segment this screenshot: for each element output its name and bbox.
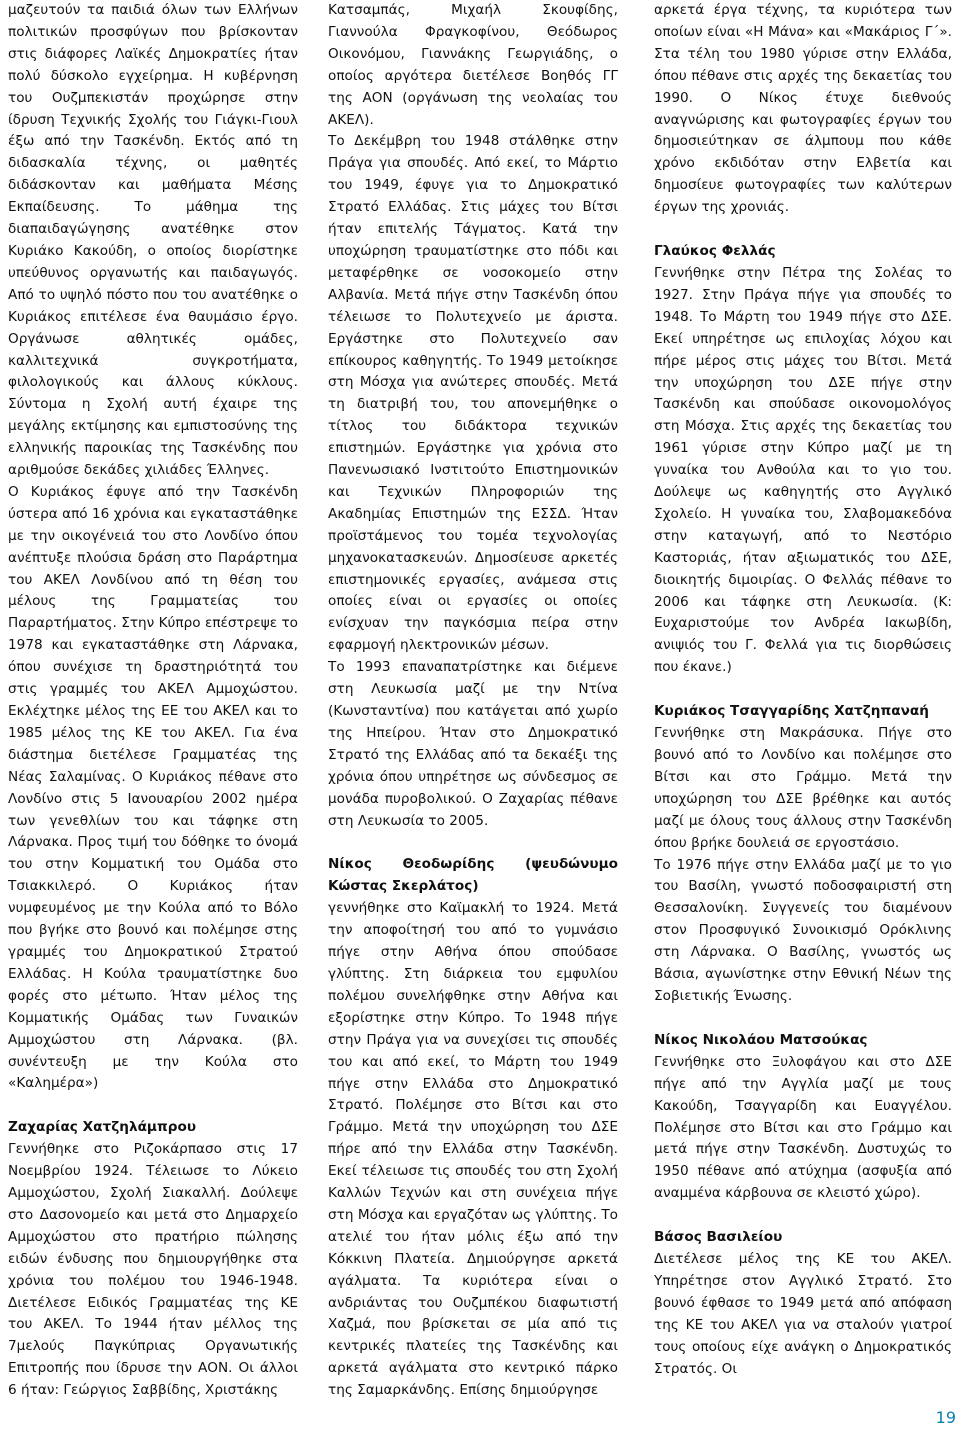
section-heading: Νίκος Θεοδωρίδης (ψευδώνυμο Κώστας Σκερλάτος) [328,856,618,895]
paragraph: Γεννήθηκε στη Μακράσυκα. Πήγε στο βουνό από το Λονδίνο και πολέμησε στο Βίτσι και στο Γράμμο. Μετά την υποχώρηση του ΔΣΕ βρέθηκε και αυτός μαζί με όλους τους άλλους στην Τασκένδη όπου βρήκε δουλειά σε εργοστάσιο. [654,725,952,851]
spacer [8,1095,298,1117]
paragraph: Κατσαμπάς, Μιχαήλ Σκουφίδης, Γιαννούλα Φραγκοφίνου, Θεόδωρος Οικονόμου, Γιαννάκης Γεωργιάδης, ο οποίος αργότερα διετέλεσε Βοηθός ΓΓ της ΑΟΝ (οργάνωση της νεολαίας του ΑΚΕΛ). [328,2,618,128]
section-heading: Νίκος Νικολάου Ματσούκας [654,1031,868,1048]
spacer [654,1205,952,1227]
spacer [654,679,952,701]
paragraph: Γεννήθηκε στο Ξυλοφάγου και στο ΔΣΕ πήγε από την Αγγλία μαζί με τους Κακούδη, Τσαγγαρίδη και Ευαγγέλου. Πολέμησε στο Βίτσι και στο Γράμμο και μετά πήγε στην Τασκένδη. Δυστυχώς το 1950 πέθανε από ατύχημα (ασφυξία από αναμμένα κάρβουνα σε κλειστό χώρο). [654,1053,952,1202]
paragraph: Το 1993 επαναπατρίστηκε και διέμενε στη Λευκωσία μαζί με την Ντίνα (Κωνσταντίνα) που κατάγεται από χωρίο της Ηπείρου. Ήταν στο Δημοκρατικό Στρατό της Ελλάδας από τα δεκαέξι της χρόνια όπου υπηρέτησε ως σύνδεσμος σε μονάδα πυροβολικού. Ο Ζαχαρίας πέθανε στη Λευκωσία το 2005. [328,659,618,829]
spacer [654,219,952,241]
paragraph: Το 1976 πήγε στην Ελλάδα μαζί με το γιο του Βασίλη, γνωστό ποδοσφαιριστή στη Θεσσαλονίκη. Συγγενείς του διαμένουν στον Προσφυγικό Συνοικισμό Ορόκλινης στη Λάρνακα. Ο Βασίλης, γνωστός ως Βάσια, αγωνίστηκε στην Εθνική Νέων της Σοβιετικής Ένωσης. [654,856,952,1004]
section-heading: Κυριάκος Τσαγγαρίδης Χατζηπαναή [654,703,929,720]
section-heading: Βάσος Βασιλείου [654,1229,783,1246]
section-heading: Ζαχαρίας Χατζηλάμπρου [8,1119,197,1136]
text-column-1 [8,0,298,1402]
paragraph: Ο Κυριάκος έφυγε από την Τασκένδη ύστερα από 16 χρόνια και εγκαταστάθηκε με την οικογένειά του στο Λονδίνο όπου ανέπτυξε πλούσια δράση στο Παράρτημα του ΑΚΕΛ Λονδίνου από τη θέση του μέλους της Γραμματείας του Παραρτήματος. Στην Κύπρο επέστρεψε το 1978 και εγκαταστάθηκε στη Λάρνακα, όπου συνέχισε τη δραστηριότητά του στις γραμμές του ΑΚΕΛ Αμμοχώστου. Εκλέχτηκε μέλος της ΕΕ του ΑΚΕΛ και το 1985 μέλος της ΚΕ του ΑΚΕΛ. Για ένα διάστημα διετέλεσε Γραμματέας της Νέας Σαλαμίνας. Ο Κυριάκος πέθανε στο Λονδίνο στις 5 Ιανουαρίου 2002 ημέρα των γενεθλίων του και τάφηκε στη Λάρνακα. Προς τιμή του δόθηκε το όνομά του στην Κομματική του Ομάδα στο Τσιακκιλερό. Ο Κυριάκος ήταν νυμφευμένος με την Κούλα από το Βόλο που βγήκε στο βουνό και πολέμησε στης γραμμές του Δημοκρατικού Στρατού Ελλάδας. Η Κούλα τραυματίστηκε δυο φορές στο μέτωπο. Ήταν μέλος της Κομματικής Ομάδας των Γυναικών Αμμοχώστου στη Λάρνακα. (βλ. συνέντευξη με την Κούλα στο «Καλημέρα») [8,483,298,1092]
paragraph: Διετέλεσε μέλος της ΚΕ του ΑΚΕΛ. Υπηρέτησε στον Αγγλικό Στρατό. Στο βουνό έφθασε το 1949 μετά από απόφαση της ΚΕ του ΑΚΕΛ για να σταλούν γιατροί τους οποίους είχε ανάγκη ο Δημοκρατικός Στρατός. Οι [654,1251,952,1377]
paragraph: Γεννήθηκε στο Ριζοκάρπασο στις 17 Νοεμβρίου 1924. Τέλειωσε το Λύκειο Αμμοχώστου, Σχολή Σιακαλλή. Δούλεψε στο Δασονομείο και μετά στο Δημαρχείο Αμμοχώστου στο πρατήριο πώλησης ειδών ένδυσης που δημιουργήθηκε στα χρόνια του πολέμου του 1946-1948. Διετέλεσε Ειδικός Γραμματέας της ΚΕ του ΑΚΕΛ. Το 1944 ήταν μέλλος της 7μελούς Παγκύπριας Οργανωτικής Επιτροπής που ίδρυσε την ΑΟΝ. Οι άλλοι 6 ήταν: Γεώργιος Σαββίδης, Χριστάκης [8,1141,298,1399]
paragraph: Γεννήθηκε στην Πέτρα της Σολέας το 1927. Στην Πράγα πήγε για σπουδές το 1948. Το Μάρτη του 1949 πήγε στο ΔΣΕ. Εκεί υπηρέτησε ως επιλοχίας λόχου και πήρε μέρος στις μάχες του Βίτσι. Μετά την υποχώρηση του ΔΣΕ πήγε στην Τασκένδη και σπούδασε οικονομολόγος στη Μόσχα. Στις αρχές της δεκαετίας του 1961 γύρισε στην Κύπρο μαζί με τη γυναίκα του Ανθούλα και το γιο του. Δούλεψε ως καθηγητής στο Αγγλικό Σχολείο. Η γυναίκα του, Σλαβομακεδόνα στην καταγωγή, από το Νεστόριο Καστοριάς, ήταν αξιωματικός του ΔΣΕ, διοικητής διμοιρίας. Ο Φελλάς πέθανε το 2006 και τάφηκε στη Λευκωσία. (Κ: Ευχαριστούμε τον Ανδρέα Ιακωβίδη, ανιψιός του Γ. Φελλά για τις διορθώσεις που έκανε.) [654,264,952,676]
paragraph: γεννήθηκε στο Καϊμακλή το 1924. Μετά την αποφοίτησή του από το γυμνάσιο πήγε στην Αθήνα όπου σπούδασε γλύπτης. Στη διάρκεια του εμφυλίου πολέμου συνελήφθηκε στην Αθήνα και εξορίστηκε στην Κύπρο. Το 1948 πήγε στην Πράγα για να συνεχίσει τις σπουδές του και από εκεί, το Μάρτη του 1949 πήγε στην Ελλάδα στο Δημοκρατικό Στρατό. Πολέμησε στο Βίτσι και στο Γράμμο. Μετά την υποχώρηση του ΔΣΕ πήρε από την Ελλάδα στην Τασκένδη. Εκεί τέλειωσε τις σπουδές του στη Σχολή Καλλών Τεχνών και στη συνέχεια πήγε στη Μόσχα και εργαζόταν ως γλύπτης. Το ατελιέ του ήταν μόλις έξω από την Κόκκινη Πλατεία. Δημιούργησε αρκετά αγάλματα. Τα κυριότερα είναι ο ανδριάντας του Ουζμπέκου διαφωτιστή Χαζμά, που βρίσκεται σε μία από τις κεντρικές πλατείες της Τασκένδης και αρκετά αγάλματα στο κεντρικό πάρκο της Σαμαρκάνδης. Επίσης δημιούργησε [328,900,618,1399]
paragraph: Το Δεκέμβρη του 1948 στάλθηκε στην Πράγα για σπουδές. Από εκεί, το Μάρτιο του 1949, έφυγε για το Δημοκρατικό Στρατό Ελλάδας. Στις μάχες του Βίτσι ήταν επιτελής Τάγματος. Κατά την υποχώρηση τραυματίστηκε στο πόδι και μεταφέρθηκε σε νοσοκομείο στην Αλβανία. Μετά πήγε στην Τασκένδη όπου τέλειωσε το Πολυτεχνείο με άριστα. Εργάστηκε στο Πολυτεχνείο σαν επίκουρος καθηγητής. Το 1949 μετοίκησε στη Μόσχα για ανώτερες σπουδές. Μετά τη διατριβή του, του απονεμήθηκε ο τίτλος του διδάκτορα τεχνικών επιστημών. Εργάστηκε για χρόνια στο Πανενωσιακό Ινστιτούτο Επιστημονικών και Τεχνικών Πληροφοριών της Ακαδημίας Επιστημών της ΕΣΣΔ. Ήταν προϊστάμενος του τομέα τεχνολογίας μηχανοκατασκευών. Δημοσίευσε αρκετές επιστημονικές εργασίες, ανάμεσα στις οποίες είναι οι εργασίες οι οποίες ενίσχυαν την παγκόσμια πείρα στην εφαρμογή ηλεκτρονικών μέσων. [328,133,618,654]
page-number: 19 [935,1408,956,1427]
text-column-2 [328,0,618,1402]
text-column-3 [654,0,952,1380]
spacer [328,832,618,854]
paragraph: αρκετά έργα τέχνης, τα κυριότερα των οποίων είναι «Η Μάνα» και «Μακάριος Γ΄». Στα τέλη του 1980 γύρισε στην Ελλάδα, όπου πέθανε στις αρχές της δεκαετίας του 1990. Ο Νίκος έτυχε διεθνούς αναγνώρισης και φωτογραφίες έργων του δημοσιεύτηκαν σε άλμπουμ που κάθε χρόνο εκδιδόταν στην Ελβετία και δημοσίευε φωτογραφίες των καλύτερων έργων της χρονιάς. [654,2,952,216]
section-heading: Γλαύκος Φελλάς [654,243,776,260]
spacer [654,1008,952,1030]
paragraph: μαζευτούν τα παιδιά όλων των Ελλήνων πολιτικών προσφύγων που βρίσκονταν στις διάφορες Λαϊκές Δημοκρατίες ήταν πολύ δύσκολο εγχείρημα. Η κυβέρνηση του Ουζμπεκιστάν προχώρησε στην ίδρυση Τεχνικής Σχολής του Γιάγκι-Γιουλ έξω από την Τασκένδη. Εκτός από τη διδασκαλία τέχνης, οι μαθητές διδάσκονταν και μαθήματα Μέσης Εκπαίδευσης. Το μάθημα της διαπαιδαγώγησης ανατέθηκε στον Κυριάκο Κακούδη, ο οποίος διορίστηκε υπεύθυνος οργανωτής και παιδαγωγός. Από το υψηλό πόστο που του ανατέθηκε ο Κυριάκος επιτέλεσε ένα θαυμάσιο έργο. Οργάνωσε αθλητικές ομάδες, καλλιτεχνικά συγκροτήματα, φιλολογικούς και άλλους κύκλους. Σύντομα η Σχολή αυτή έχαιρε της μεγάλης εκτίμησης και εμπιστοσύνης της ελληνικής παροικίας της Τασκένδης που αριθμούσε δεκάδες χιλιάδες Έλληνες. [8,2,298,479]
